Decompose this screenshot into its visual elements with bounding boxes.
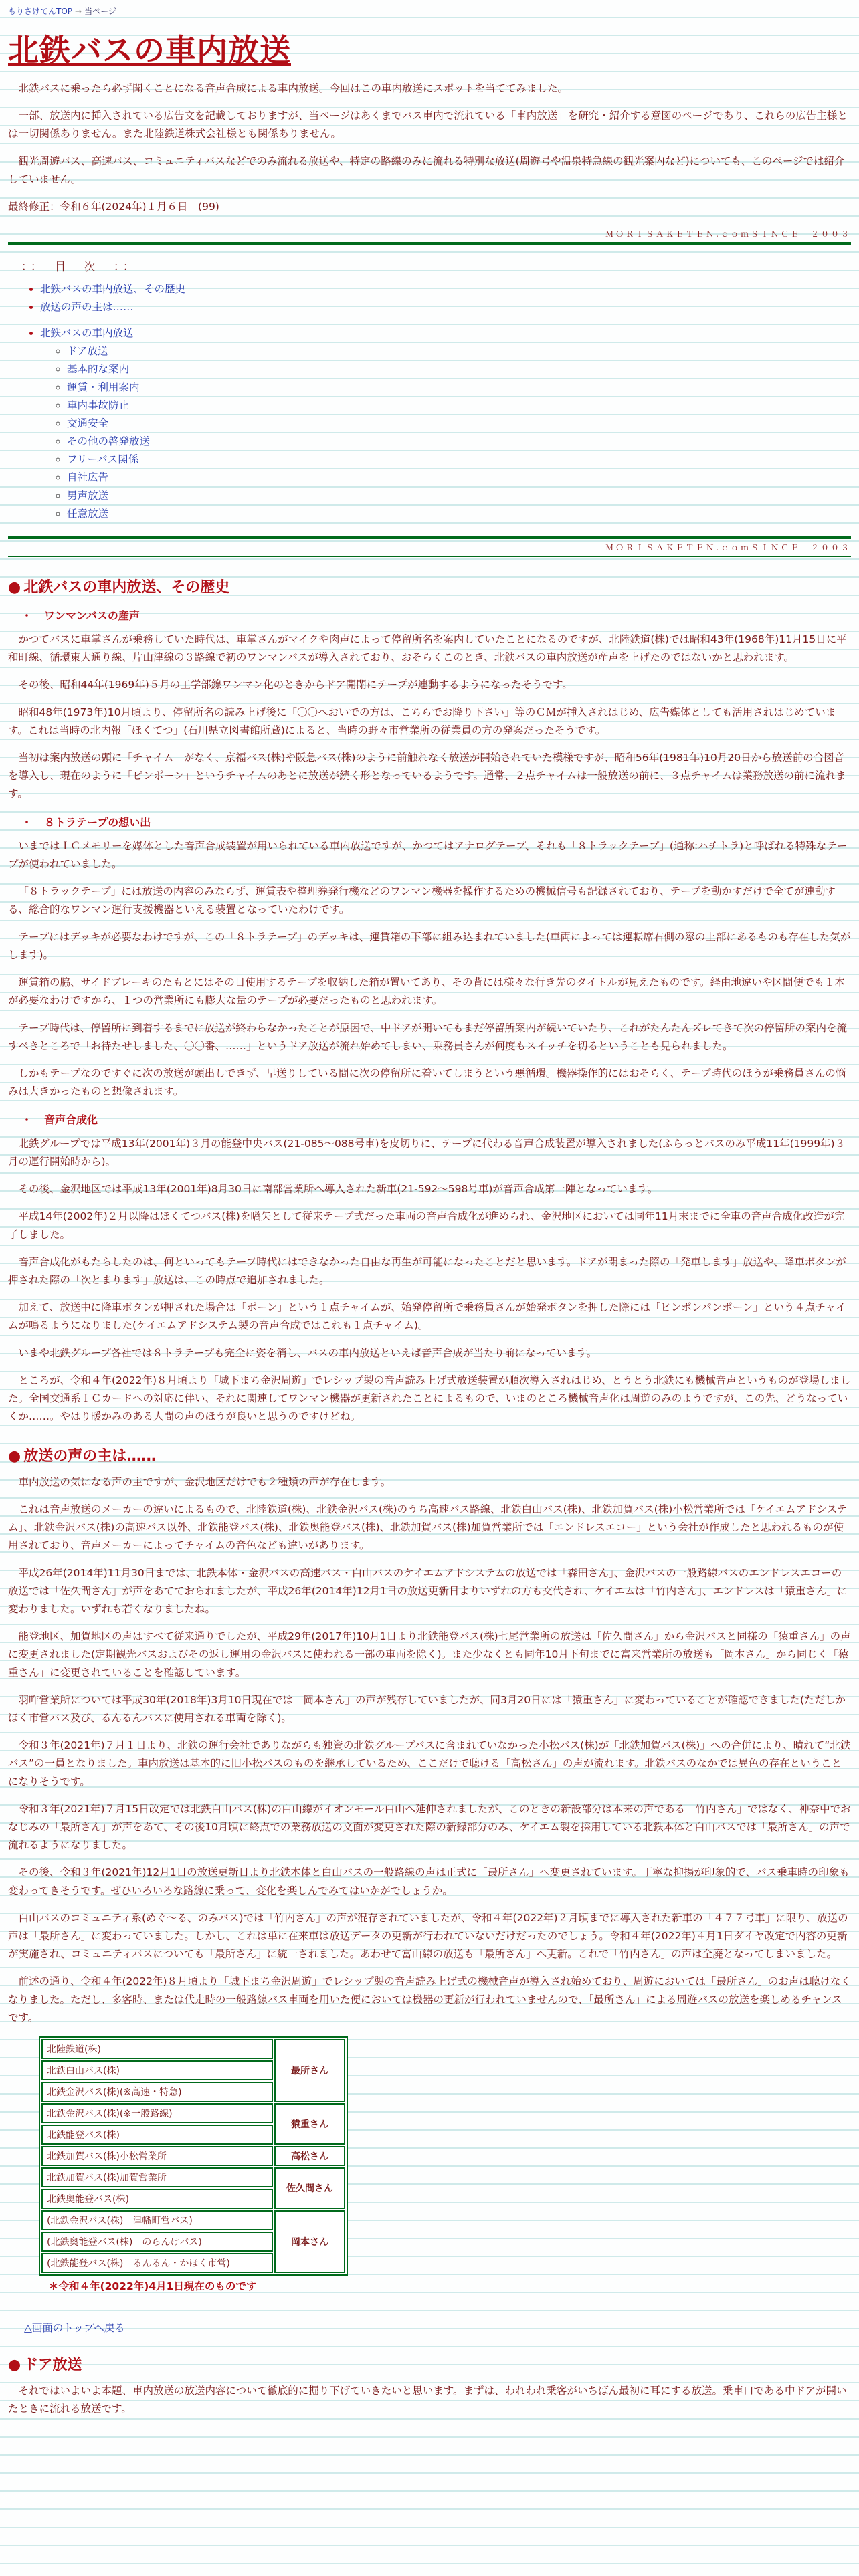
voice-cell: 最所さん: [274, 2039, 345, 2102]
intro-paragraph: 観光周遊バス、高速バス、コミュニティバスなどでのみ流れる放送や、特定の路線のみに流れる特別な放送(周遊号や温泉特急線の観光案内など)についても、このページでは紹介していません。: [8, 155, 845, 185]
toc-sublist: [40, 342, 851, 523]
toc-item: [40, 280, 851, 298]
toc-list: [8, 280, 851, 316]
company-cell: 北鉄加賀バス(株)加賀営業所: [41, 2167, 273, 2187]
bullet-icon: ●: [8, 2357, 21, 2373]
bullet-icon: ●: [8, 1448, 21, 1465]
table-note: ＊令和４年(2022年)4月1日現在のものです: [48, 2280, 257, 2292]
bullet-icon: ・: [21, 1113, 33, 1126]
company-cell: 北鉄金沢バス(株)(※高速・特急): [41, 2082, 273, 2102]
company-cell: 北鉄能登バス(株): [41, 2125, 273, 2145]
voice-table: [39, 2036, 348, 2276]
company-cell: 北鉄金沢バス(株)(※一般路線): [41, 2103, 273, 2123]
toc-link-freebus[interactable]: フリーバス関係: [67, 453, 139, 465]
toc-subitem: [67, 505, 851, 523]
paragraph: 昭和48年(1973年)10月頃より、停留所名の読み上げ後に「〇〇へおいでの方は、こちらでお降り下さい」等のＣＭが挿入されはじめ、広告媒体としても活用されはじめています。これは当時の北内報「ほくてつ」(石川県立図書館所蔵)によると、当時の野々市営業所の従業員の方の発案だったそうです。: [8, 706, 836, 736]
toc-link-history[interactable]: 北鉄バスの車内放送、その歴史: [40, 283, 186, 295]
toc-link-voices[interactable]: 放送の声の主は……: [40, 301, 134, 313]
company-cell: 北陸鉄道(株): [41, 2039, 273, 2059]
paragraph: 令和３年(2021年)７月15日改定では北鉄白山バス(株)の白山線がイオンモール白山へ延伸されましたが、このときの新設部分は本来の声である「竹内さん」ではなく、神奈中でおなじみの「最所さん」が声をあて、その後10月頃に終点での業務放送の文面が変更された際の新録部分のみ、ケイエム製を採用している北鉄本体と白山バスでは「最所さん」の声で流れるようになりました。: [8, 1803, 851, 1851]
paragraph: しかもテープなのですぐに次の放送が頭出しできず、早送りしている間に次の停留所に着いてしまうという悪循環。機器操作的にはおそらく、テープ時代のほうが乗務員さんの悩みは大きかったものと想像されます。: [8, 1067, 846, 1097]
table-row: [41, 2167, 345, 2187]
voice-cell: 佐久間さん: [274, 2167, 345, 2209]
site-credit: ＭＯＲＩＳＡＫＥＴＥＮ.ｃｏｍＳＩＮＣＥ ２００３: [605, 543, 851, 552]
back-to-top-link[interactable]: △画面のトップへ戻る: [24, 2322, 125, 2334]
toc-subitem: [67, 433, 851, 451]
toc-link-door[interactable]: ドア放送: [67, 345, 108, 357]
toc-subitem: [67, 360, 851, 379]
toc-link-fare[interactable]: 運賃・利用案内: [67, 381, 140, 393]
paragraph: それではいよいよ本題、車内放送の放送内容について徹底的に掘り下げていきたいと思います。まずは、われわれ乗客がいちばん最初に耳にする放送。乗車口である中ドアが開いたときに流れる放送です。: [8, 2385, 847, 2415]
paragraph: その後、昭和44年(1969年)５月の工学部線ワンマン化のときからドア開閉にテープが連動するようになったそうです。: [18, 679, 573, 691]
company-cell: (北鉄奥能登バス(株) のらんけバス): [41, 2232, 273, 2252]
section-heading-door: ● ドア放送: [8, 2357, 82, 2373]
paragraph: 平成26年(2014年)11月30日までは、北鉄本体・金沢バスの高速バス・白山バスのケイエムアドシステムの放送では「森田さん」、金沢バスの一般路線バスのエンドレスエコーの放送では「佐久間さん」が声をあてておられましたが、平成26年(2014年)12月1日の放送更新日よりいずれの方も交代され、ケイエムは「竹内さん」、エンドレスは「猿重さん」に変わりました。いずれも若くなりましたね。: [8, 1567, 848, 1615]
divider: [8, 242, 851, 245]
toc-title: ：： 目 次 ：：: [21, 260, 138, 273]
paragraph: 平成14年(2002年)２月以降はほくてつバス(株)を嚆矢として従来テープ式だった車両の音声合成化が進められ、金沢地区においては同年11月末までに全車の音声合成化改造が完了しました。: [8, 1210, 845, 1241]
company-cell: 北鉄奥能登バス(株): [41, 2189, 273, 2209]
subheading: ・ 音声合成化: [21, 1113, 98, 1126]
paragraph: 「８トラックテープ」には放送の内容のみならず、運賃表や整理券発行機などのワンマン機器を操作するための機械信号も記録されており、テープを動かすだけで全てが連動する、総合的なワンマン運行支援機器といえる装置となっていたわけです。: [8, 885, 836, 916]
paragraph: これは音声放送のメーカーの違いによるもので、北陸鉄道(株)、北鉄金沢バス(株)のうち高速バス路線、北鉄白山バス(株)、北鉄加賀バス(株)小松営業所では「ケイエムアドシステム」、北鉄金沢バス(株)の高速バス以外、北鉄能登バス(株)、北鉄奥能登バス(株)、北鉄加賀バス(株)加賀営業所では「エンドレスエコー」という会社が作成したと思われるものが使用されており、音声メーカーによってチャイムの音色なども違いがあります。: [8, 1503, 848, 1551]
bullet-icon: ・: [21, 816, 33, 829]
bullet-icon: ●: [8, 579, 21, 596]
company-cell: (北鉄能登バス(株) るんるん・かほく市営): [41, 2253, 273, 2273]
intro-paragraph: 北鉄バスに乗ったら必ず聞くことになる音声合成による車内放送。今回はこの車内放送にスポットを当ててみました。: [18, 82, 569, 94]
paragraph: いまや北鉄グループ各社では８トラテープも完全に姿を消し、バスの車内放送といえば音声合成が当たり前になっています。: [18, 1347, 597, 1359]
divider: [8, 556, 851, 557]
paragraph: その後、金沢地区では平成13年(2001年)8月30日に南部営業所へ導入された新車(21-592〜598号車)が音声合成第一陣となっています。: [18, 1183, 658, 1195]
paragraph: 運賃箱の脇、サイドブレーキのたもとにはその日使用するテープを収納した箱が置いてあり、その背には様々な行き先のタイトルが見えたものです。経由地違いや区間便でも１本が必要なわけですから、１つの営業所にも膨大な量のテープが必要だったものと思われます。: [8, 976, 846, 1006]
voice-cell: 岡本さん: [274, 2210, 345, 2273]
toc-link-traffic[interactable]: 交通安全: [67, 417, 109, 429]
paragraph: 令和３年(2021年)７月１日より、北鉄の運行会社でありながらも独資の北鉄グループバスに含まれていなかった小松バス(株)が「北鉄加賀バス(株)」への合併により、晴れて“北鉄バス”の一員となりました。車内放送は基本的に旧小松バスのものを継承しているため、ここだけで聴ける「高松さん」の声が流れます。北鉄バスのなかでは異色の存在ということになりそうです。: [8, 1739, 851, 1788]
toc-subitem: [67, 469, 851, 487]
toc-link-ads[interactable]: 自社広告: [67, 471, 109, 484]
toc-link-accident[interactable]: 車内事故防止: [67, 399, 130, 411]
toc-link-optional[interactable]: 任意放送: [67, 508, 109, 520]
site-credit: ＭＯＲＩＳＡＫＥＴＥＮ.ｃｏｍＳＩＮＣＥ ２００３: [605, 229, 851, 239]
voice-cell: 高松さん: [274, 2146, 345, 2166]
toc-subitem: [67, 415, 851, 433]
intro-paragraph: 一部、放送内に挿入されている広告文を記載しておりますが、当ページはあくまでバス車内で流れている「車内放送」を研究・紹介する意図のページであり、これらの広告主様とは一切関係ありません。また北陸鉄道株式会社様とも関係ありません。: [8, 110, 848, 140]
toc-subitem: [67, 487, 851, 505]
paragraph: その後、令和３年(2021年)12月1日の放送更新日より北鉄本体と白山バスの一般路線の声は正式に「最所さん」へ変更されています。丁寧な抑揚が印象的で、バス乗車時の印象も変わってきそうです。ぜひいろいろな路線に乗って、変化を楽しんでみてはいかがでしょうか。: [8, 1866, 850, 1897]
paragraph: かつてバスに車掌さんが乗務していた時代は、車掌さんがマイクや肉声によって停留所名を案内していたことになるのですが、北陸鉄道(株)では昭和43年(1968年)11月15日に平和町線、循環東大通り線、片山津線の３路線で初のワンマンバスが導入されており、おそらくこのとき、北鉄バスの車内放送が産声を上げたのではないかと思われます。: [8, 633, 847, 663]
paragraph: いまではＩＣメモリーを媒体とした音声合成装置が用いられている車内放送ですが、かつてはアナログテープ、それも「８トラックテープ」(通称:ハチトラ)と呼ばれる特殊なテープが使われていました。: [8, 840, 848, 870]
breadcrumb-current: 当ページ: [84, 7, 116, 16]
table-row: [41, 2146, 345, 2166]
toc-subitem: [67, 379, 851, 397]
table-row: [41, 2039, 345, 2059]
table-row: [41, 2210, 345, 2230]
section-heading-voices: ● 放送の声の主は……: [8, 1448, 157, 1465]
toc-link-other[interactable]: その他の啓発放送: [67, 435, 151, 447]
toc-link-broadcast[interactable]: 北鉄バスの車内放送: [40, 327, 134, 339]
paragraph: 当初は案内放送の頭に「チャイム」がなく、京福バス(株)や阪急バス(株)のように前触れなく放送が開始されていた模様ですが、昭和56年(1981年)10月20日から放送前の合図音を導入し、現在のように「ピンポーン」というチャイムのあとに放送が続く形となっているようです。通常、２点チャイムは一般放送の前に、３点チャイムは業務放送の前に流れます。: [8, 752, 846, 800]
toc-link-basic[interactable]: 基本的な案内: [67, 363, 130, 375]
company-cell: 北鉄白山バス(株): [41, 2060, 273, 2080]
paragraph: 白山バスのコミュニティ系(めぐ〜る、のみバス)では「竹内さん」の声が混存されていましたが、令和４年(2022年)２月頃までに導入された新車の「４７７号車」に限り、放送の声は「最所さん」に変わっていました。しかし、これは単に在来車は放送データの更新が行われていないだけだったのでしょう。令和４年(2022年)４月1日ダイヤ改定で内容の更新が実施され、コミュニティバスについても「最所さん」に統一されました。あわせて富山線の放送も「最所さん」へ更新。これで「竹内さん」の声は全廃となってしまいました。: [8, 1912, 848, 1960]
breadcrumb: [8, 5, 851, 17]
toc-subitem: [67, 451, 851, 469]
paragraph: テープ時代は、停留所に到着するまでに放送が終わらなかったことが原因で、中ドアが開いてもまだ停留所案内が続いていたり、これがたんたんズレてきて次の停留所の案内を流すべきところで「お待たせしました、〇〇番、……」というドア放送が流れ始めてしまい、乗務員さんが何度もスイッチを切るということも見られました。: [8, 1022, 847, 1052]
paragraph: 北鉄グループでは平成13年(2001年)３月の能登中央バス(21-085〜088号車)を皮切りに、テープに代わる音声合成装置が導入されました(ふらっとバスのみ平成11年(1999年)３月の運行開始時から)。: [8, 1138, 846, 1168]
company-cell: 北鉄加賀バス(株)小松営業所: [41, 2146, 273, 2166]
section-heading-history: ● 北鉄バスの車内放送、その歴史: [8, 579, 230, 596]
voice-cell: 猿重さん: [274, 2103, 345, 2145]
subheading: ・ ８トラテープの想い出: [21, 816, 151, 829]
toc-link-male[interactable]: 男声放送: [67, 490, 109, 502]
toc-list: [8, 324, 851, 523]
paragraph: 能登地区、加賀地区の声はすべて従来通りでしたが、平成29年(2017年)10月1日より北鉄能登バス(株)七尾営業所の放送は「佐久間さん」から金沢バスと同様の「猿重さん」の声に変更されました(定期観光バスおよびその返し運用の金沢バスに使われる一部の車両を除く)。また少なくとも同年10月下旬までに富来営業所の放送も「岡本さん」から同じく「猿重さん」に変更されていることを確認しています。: [8, 1630, 851, 1679]
breadcrumb-arrow: →: [75, 7, 82, 16]
paragraph: 車内放送の気になる声の主ですが、金沢地区だけでも２種類の声が存在します。: [18, 1476, 391, 1488]
page: [8, 0, 851, 2418]
paragraph: ところが、令和４年(2022年)８月頃より「城下まち金沢周遊」でレシップ製の音声読み上げ式放送装置が順次導入されはじめ、とうとう北鉄にも機械音声というものが登場しました。全国交通系ＩＣカードへの対応に伴い、それに関連してワンマン機器が更新されたことによるもので、いまのところ機械音声化は周遊のみのようですが、この先、どうなっていくか……。やはり暖かみのある人間の声のほうが良いと思うのですけどね。: [8, 1374, 851, 1422]
company-cell: (北鉄金沢バス(株) 津幡町営バス): [41, 2210, 273, 2230]
table-row: [41, 2103, 345, 2123]
paragraph: 羽咋営業所については平成30年(2018年)3月10日現在では「岡本さん」の声が残存していましたが、同3月20日には「猿重さん」に変わっていることが確認できました(ただしかほく市営バス及び、るんるんバスに使用される車両を除く)。: [8, 1694, 846, 1724]
page-title: 北鉄バスの車内放送: [8, 32, 291, 68]
paragraph: 前述の通り、令和４年(2022年)８月頃より「城下まち金沢周遊」でレシップ製の音声読み上げ式の機械音声が導入され始めており、周遊においては「最所さん」のお声は聴けなくなりました。ただし、多客時、または代走時の一般路線バス車両を用いた便においては機器の更新が行われていませんので、「最所さん」による周遊バスの放送を楽しめるチャンスです。: [8, 1975, 851, 2024]
paragraph: テープにはデッキが必要なわけですが、この「８トラテープ」のデッキは、運賃箱の下部に組み込まれていました(車両によっては運転席右側の窓の上部にあるものも存在した気がします)。: [8, 931, 851, 961]
toc-item: [40, 298, 851, 316]
last-modified: 最終修正：令和６年(2024年)１月６日 (99): [8, 201, 219, 213]
breadcrumb-home-link[interactable]: もりさけてんTOP: [8, 7, 73, 16]
paragraph: 加えて、放送中に降車ボタンが押された場合は「ポーン」という１点チャイムが、始発停留所で乗務員さんが始発ボタンを押した際には「ピンポンパンポーン」という４点チャイムが鳴るようになりました(ケイエムアドシステム製の音声合成ではこれも１点チャイム)。: [8, 1301, 846, 1331]
paragraph: 音声合成化がもたらしたのは、何といってもテープ時代にはできなかった自由な再生が可能になったことだと思います。ドアが閉まった際の「発車します」放送や、降車ボタンが押された際の「次とまります」放送は、この時点で追加されました。: [8, 1256, 846, 1286]
toc-subitem: [67, 397, 851, 415]
toc-item: [40, 324, 851, 523]
toc-subitem: [67, 342, 851, 360]
subheading: ・ ワンマンバスの産声: [21, 609, 140, 622]
bullet-icon: ・: [21, 609, 33, 622]
